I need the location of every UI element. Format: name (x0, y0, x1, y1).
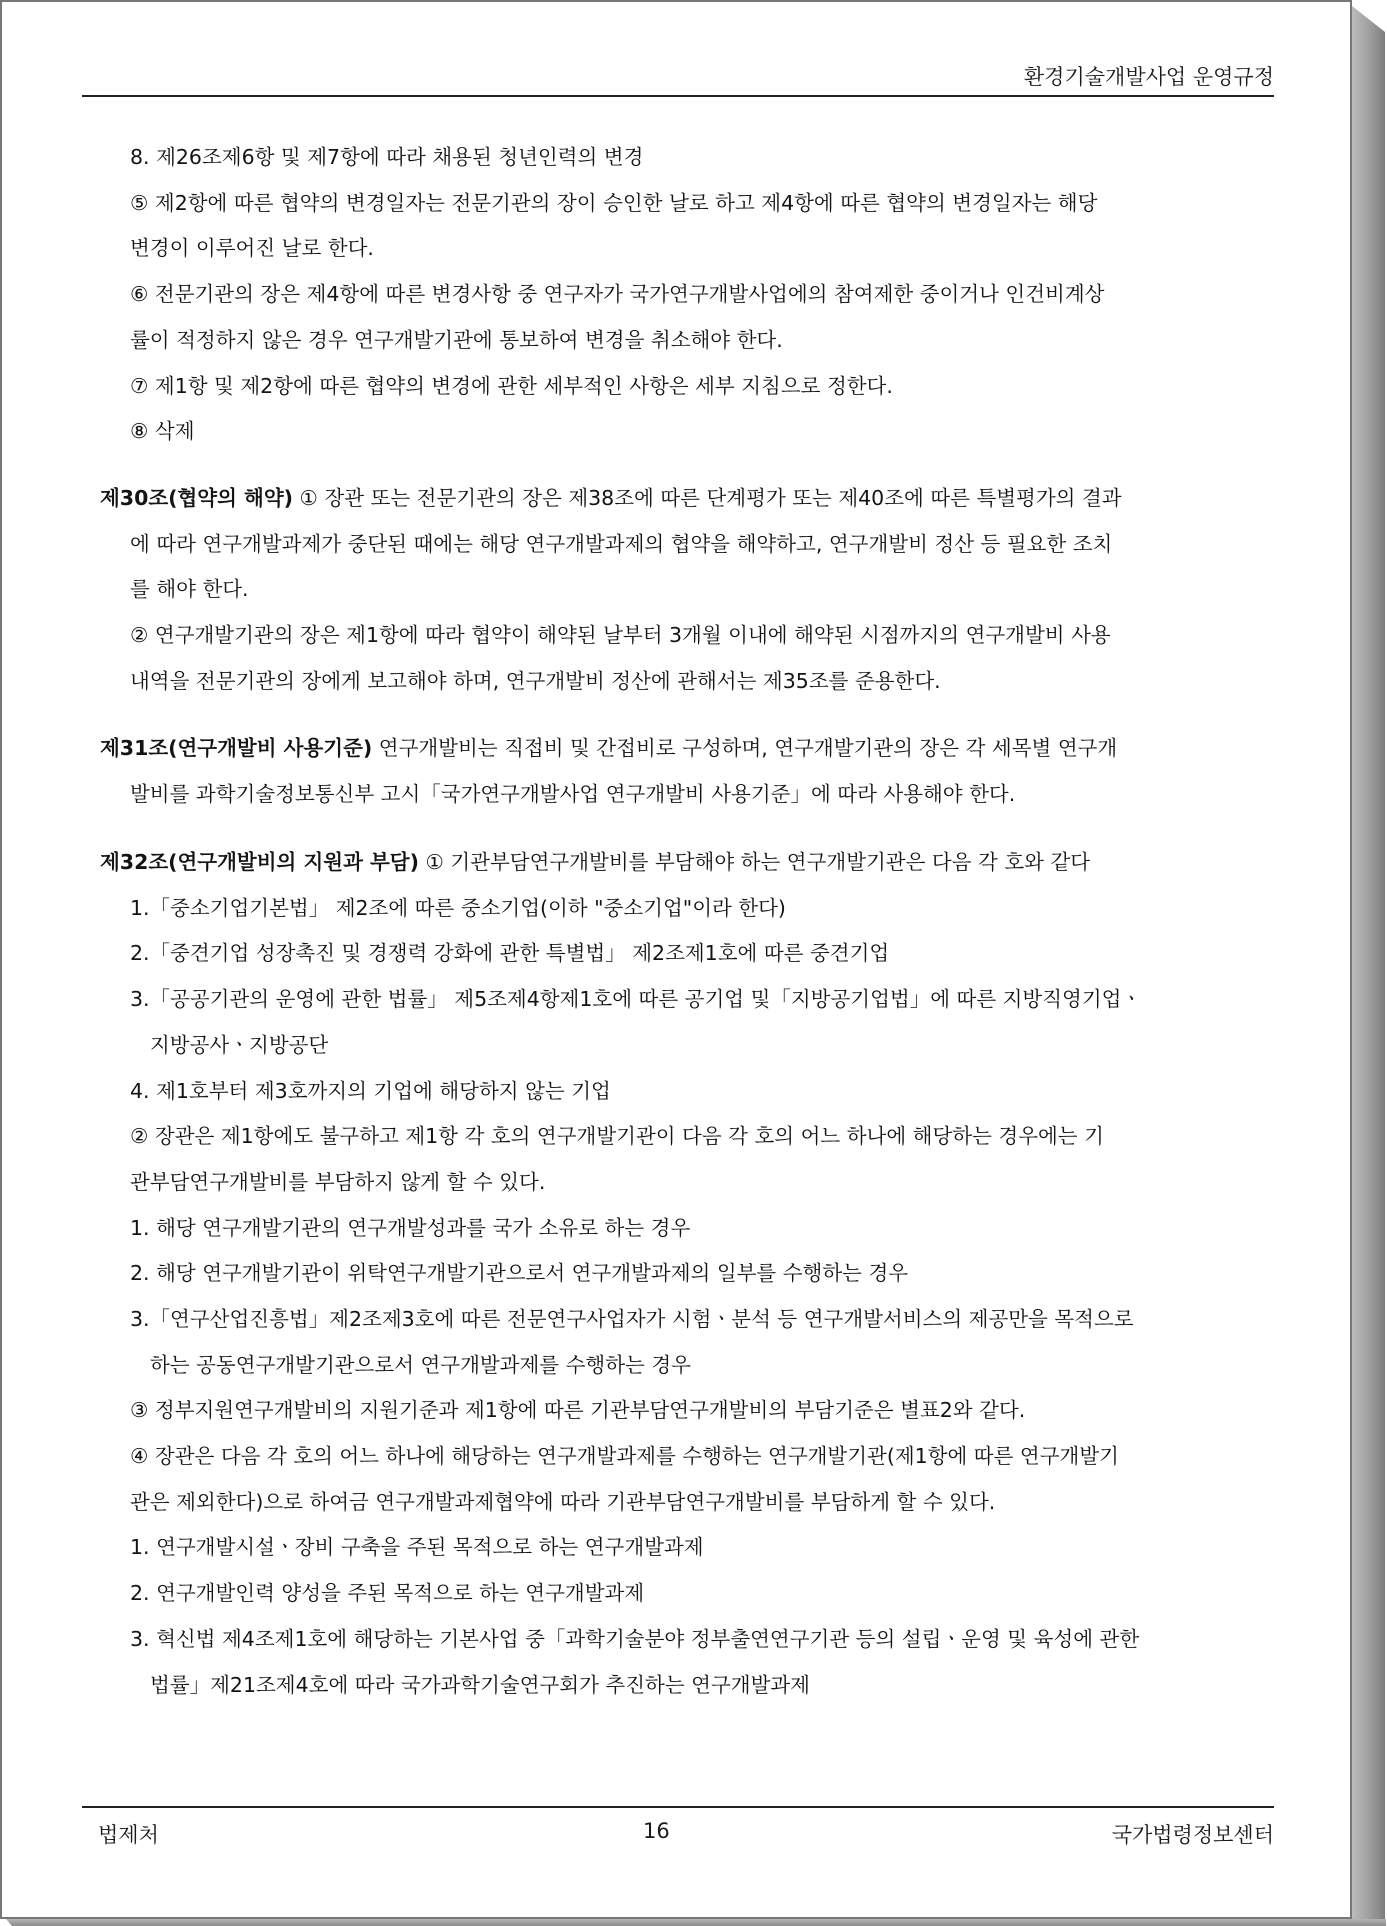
text-line: ⑧ 삭제 (130, 419, 195, 443)
text-line: 변경이 이루어진 날로 한다. (130, 236, 374, 260)
text-line: ② 연구개발기관의 장은 제1항에 따라 협약이 해약된 날부터 3개월 이내에 해약된 시점까지의 연구개발비 사용 (130, 623, 1111, 647)
article-text: ① 기관부담연구개발비를 부담해야 하는 연구개발기관은 다음 각 호와 같다 (418, 850, 1091, 874)
footer-publisher: 국가법령정보센터 (1111, 1823, 1274, 1847)
article-text: ① 장관 또는 전문기관의 장은 제38조에 따른 단계평가 또는 제40조에 따른 특별평가의 결과 (293, 486, 1122, 510)
article-text: 연구개발비는 직접비 및 간접비로 구성하며, 연구개발기관의 장은 각 세목별 연구개 (372, 736, 1118, 760)
text-line: 3.「공공기관의 운영에 관한 법률」 제5조제4항제1호에 따른 공기업 및「지방공기업법」에 따른 지방직영기업ㆍ (130, 987, 1142, 1011)
text-line: 내역을 전문기관의 장에게 보고해야 하며, 연구개발비 정산에 관해서는 제35조를 준용한다. (130, 669, 941, 693)
text-line: 1.「중소기업기본법」 제2조에 따른 중소기업(이하 "중소기업"이라 한다) (130, 896, 786, 920)
text-line: 률이 적정하지 않은 경우 연구개발기관에 통보하여 변경을 취소해야 한다. (130, 328, 783, 352)
article-heading-line (100, 484, 1122, 512)
header-title: 환경기술개발사업 운영규정 (1023, 65, 1274, 89)
text-line: 2. 해당 연구개발기관이 위탁연구개발기관으로서 연구개발과제의 일부를 수행하는 경우 (130, 1261, 909, 1285)
text-line: ② 장관은 제1항에도 불구하고 제1항 각 호의 연구개발기관이 다음 각 호의 어느 하나에 해당하는 경우에는 기 (130, 1124, 1104, 1148)
header-rule (82, 95, 1274, 97)
text-line: ③ 정부지원연구개발비의 지원기준과 제1항에 따른 기관부담연구개발비의 부담기준은 별표2와 같다. (130, 1398, 1026, 1422)
text-line: 지방공사ㆍ지방공단 (150, 1033, 329, 1057)
text-line: 에 따라 연구개발과제가 중단된 때에는 해당 연구개발과제의 협약을 해약하고, 연구개발비 정산 등 필요한 조치 (130, 532, 1113, 556)
text-line: 발비를 과학기술정보통신부 고시「국가연구개발사업 연구개발비 사용기준」에 따라 사용해야 한다. (130, 782, 1016, 806)
page-curl-shadow-bottom (6, 1919, 1386, 1926)
text-line: 1. 해당 연구개발기관의 연구개발성과를 국가 소유로 하는 경우 (130, 1216, 691, 1240)
footer-rule (82, 1806, 1274, 1808)
text-line: 를 해야 한다. (130, 577, 249, 601)
text-line: 법률」제21조제4호에 따라 국가과학기술연구회가 추진하는 연구개발과제 (150, 1673, 810, 1697)
article-title: 제32조(연구개발비의 지원과 부담) (100, 850, 419, 874)
text-line: ④ 장관은 다음 각 호의 어느 하나에 해당하는 연구개발과제를 수행하는 연구개발기관(제1항에 따른 연구개발기 (130, 1444, 1119, 1468)
text-line: 3.「연구산업진흥법」제2조제3호에 따른 전문연구사업자가 시험ㆍ분석 등 연구개발서비스의 제공만을 목적으로 (130, 1307, 1134, 1331)
article-heading-line (100, 734, 1117, 762)
article-title: 제31조(연구개발비 사용기준) (100, 736, 373, 760)
article-heading-line (100, 848, 1090, 876)
text-line: ⑥ 전문기관의 장은 제4항에 따른 변경사항 중 연구자가 국가연구개발사업에의 참여제한 중이거나 인건비계상 (130, 282, 1105, 306)
text-line: 하는 공동연구개발기관으로서 연구개발과제를 수행하는 경우 (150, 1353, 691, 1377)
text-line: 3. 혁신법 제4조제1호에 해당하는 기본사업 중「과학기술분야 정부출연연구기관 등의 설립ㆍ운영 및 육성에 관한 (130, 1627, 1140, 1651)
text-line: ⑦ 제1항 및 제2항에 따른 협약의 변경에 관한 세부적인 사항은 세부 지침으로 정한다. (130, 374, 893, 398)
page-number: 16 (643, 1819, 670, 1843)
article-title: 제30조(협약의 해약) (100, 486, 294, 510)
text-line: 1. 연구개발시설ㆍ장비 구축을 주된 목적으로 하는 연구개발과제 (130, 1535, 704, 1559)
footer-source: 법제처 (98, 1823, 159, 1847)
text-line: 관은 제외한다)으로 하여금 연구개발과제협약에 따라 기관부담연구개발비를 부담하게 할 수 있다. (130, 1490, 996, 1514)
text-line: 관부담연구개발비를 부담하지 않게 할 수 있다. (130, 1170, 546, 1194)
text-line: 4. 제1호부터 제3호까지의 기업에 해당하지 않는 기업 (130, 1079, 611, 1103)
page-curl-shadow-right (1352, 6, 1385, 1922)
text-line: 8. 제26조제6항 및 제7항에 따라 채용된 청년인력의 변경 (130, 145, 644, 169)
text-line: 2.「중견기업 성장촉진 및 경쟁력 강화에 관한 특별법」 제2조제1호에 따른 중견기업 (130, 941, 890, 965)
text-line: ⑤ 제2항에 따른 협약의 변경일자는 전문기관의 장이 승인한 날로 하고 제4항에 따른 협약의 변경일자는 해당 (130, 191, 1098, 215)
text-line: 2. 연구개발인력 양성을 주된 목적으로 하는 연구개발과제 (130, 1581, 645, 1605)
